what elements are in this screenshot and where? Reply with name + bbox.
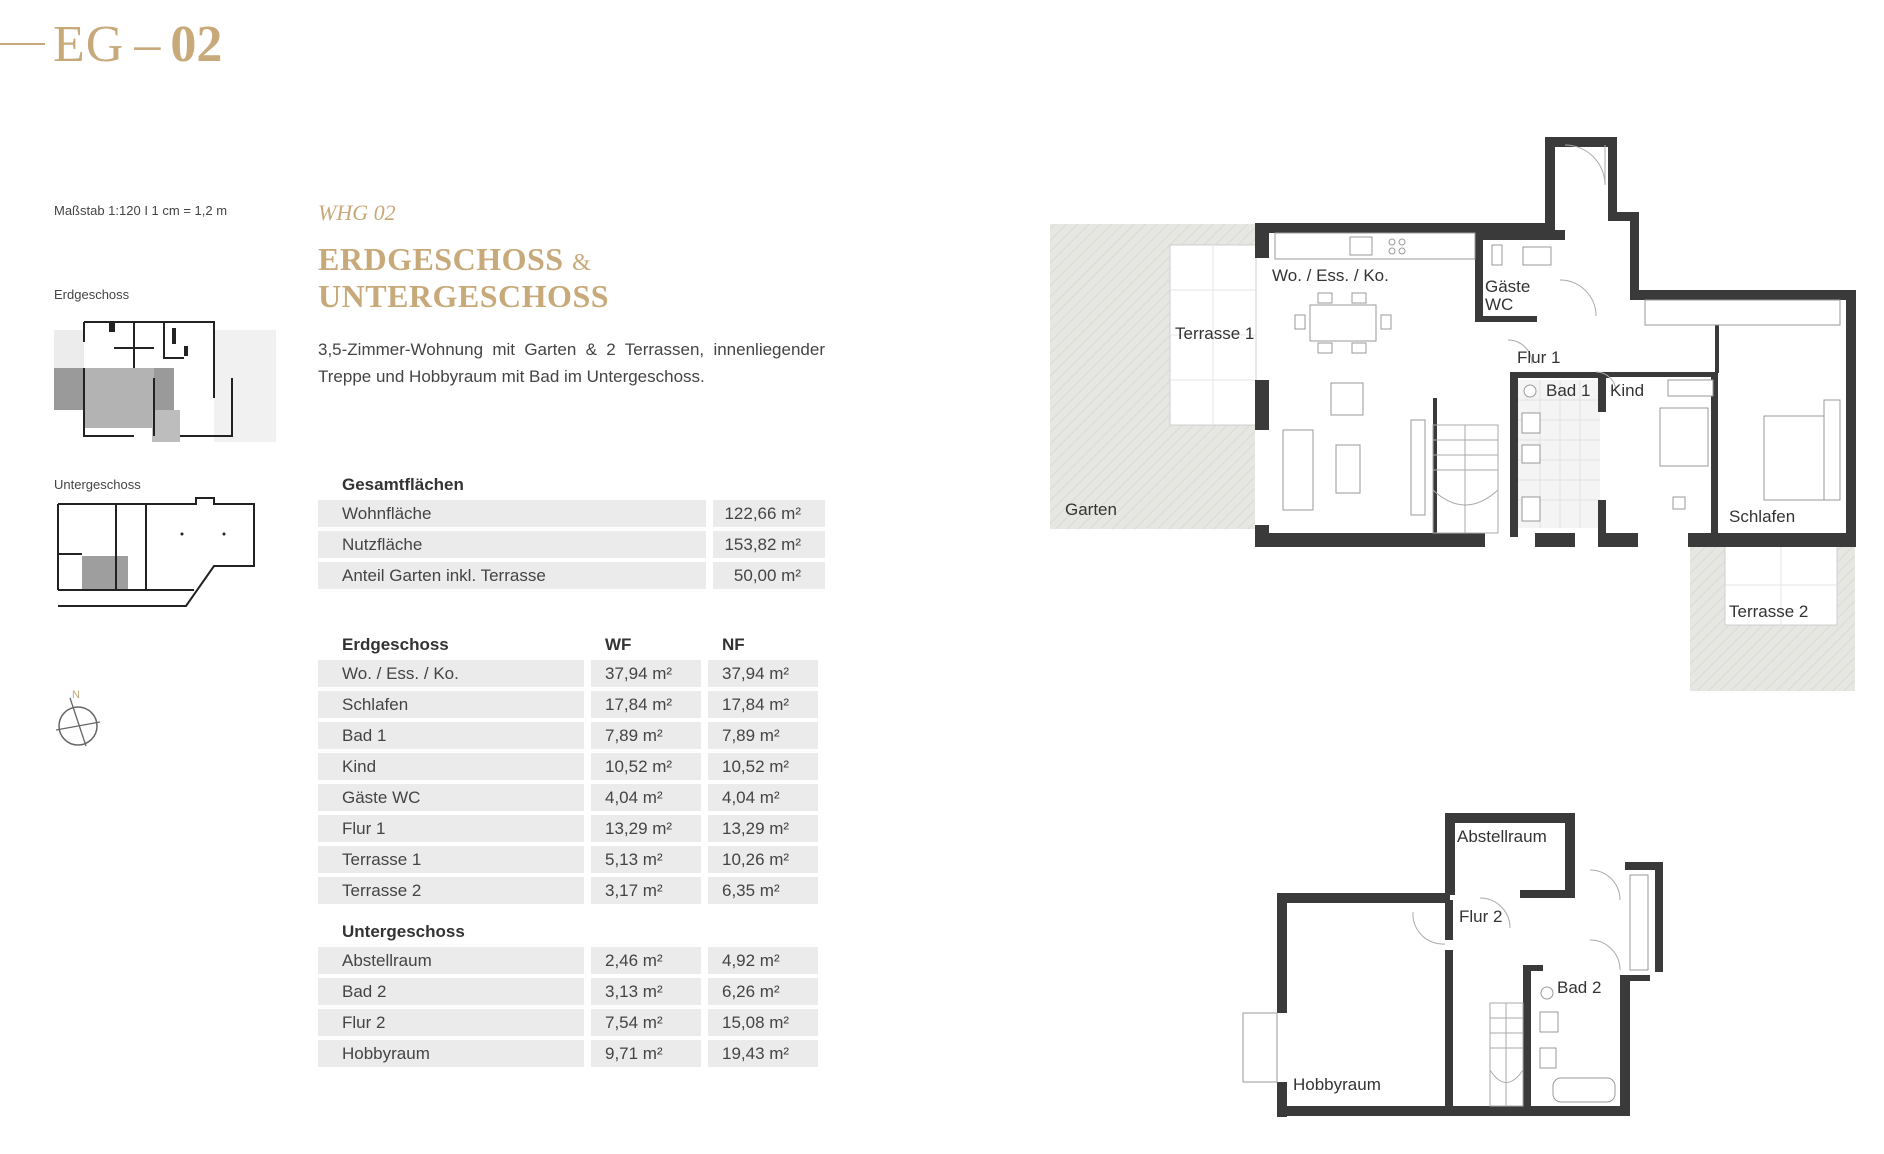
room-nf: 15,08 m² — [708, 1009, 818, 1036]
heading-ampersand: & — [572, 250, 592, 276]
room-wf: 3,13 m² — [591, 978, 701, 1005]
room-wf: 7,54 m² — [591, 1009, 701, 1036]
col-wf: WF — [605, 635, 632, 654]
area-name: Nutzfläche — [318, 531, 706, 558]
area-name: Wohnfläche — [318, 500, 706, 527]
area-name: Anteil Garten inkl. Terrasse — [318, 562, 706, 589]
apartment-code: WHG 02 — [318, 200, 396, 225]
heading-line1: ERDGESCHOSS — [318, 241, 564, 277]
room-nf: 6,35 m² — [708, 877, 818, 904]
room-wf: 3,17 m² — [591, 877, 701, 904]
room-nf: 4,04 m² — [708, 784, 818, 811]
title-number: 02 — [170, 15, 223, 73]
col-nf: NF — [722, 635, 745, 654]
title-separator: – — [134, 15, 161, 73]
area-value: 153,82 m² — [713, 531, 825, 558]
untergeschoss-heading: Untergeschoss — [342, 922, 465, 941]
room-nf: 6,26 m² — [708, 978, 818, 1005]
plan-label-living: Wo. / Ess. / Ko. — [1272, 266, 1389, 285]
room-nf: 17,84 m² — [708, 691, 818, 718]
room-nf: 37,94 m² — [708, 660, 818, 687]
room-wf: 2,46 m² — [591, 947, 701, 974]
room-wf: 5,13 m² — [591, 846, 701, 873]
plan-label-hobbyraum: Hobbyraum — [1293, 1075, 1381, 1094]
plan-label-flur1: Flur 1 — [1517, 348, 1561, 367]
plan-label-schlafen: Schlafen — [1729, 507, 1796, 526]
room-wf: 7,89 m² — [591, 722, 701, 749]
room-nf: 10,26 m² — [708, 846, 818, 873]
room-wf: 10,52 m² — [591, 753, 701, 780]
room-name: Hobbyraum — [318, 1040, 584, 1067]
room-name: Flur 2 — [318, 1009, 584, 1036]
plan-label-terrace2: Terrasse 2 — [1729, 602, 1809, 621]
room-name: Terrasse 2 — [318, 877, 584, 904]
area-value: 122,66 m² — [713, 500, 825, 527]
plan-label-terrace1: Terrasse 1 — [1175, 324, 1255, 343]
plan-label-guest-wc-2: WC — [1485, 295, 1514, 314]
room-name: Bad 2 — [318, 978, 584, 1005]
plan-label-bad1: Bad 1 — [1546, 381, 1591, 400]
area-value: 50,00 m² — [713, 562, 825, 589]
room-name: Bad 1 — [318, 722, 584, 749]
apartment-description: 3,5-Zimmer-Wohnung mit Garten & 2 Terrassen, innenliegender Treppe und Hobbyraum mit Bad im Untergeschoss. — [318, 340, 825, 386]
room-wf: 37,94 m² — [591, 660, 701, 687]
compass-label: N — [72, 689, 80, 701]
room-name: Abstellraum — [318, 947, 584, 974]
plan-label-abstellraum: Abstellraum — [1457, 827, 1547, 846]
room-name: Kind — [318, 753, 584, 780]
plan-label-garten: Garten — [1065, 500, 1117, 519]
totals-heading-text: Gesamtflächen — [342, 475, 464, 494]
room-wf: 17,84 m² — [591, 691, 701, 718]
heading-line2: UNTERGESCHOSS — [318, 278, 610, 314]
room-wf: 9,71 m² — [591, 1040, 701, 1067]
plan-label-kind: Kind — [1610, 381, 1645, 400]
room-name: Terrasse 1 — [318, 846, 584, 873]
scale-note: Maßstab 1:120 I 1 cm = 1,2 m — [54, 203, 228, 218]
room-nf: 10,52 m² — [708, 753, 818, 780]
floor-plan-erdgeschoss — [1050, 137, 1856, 691]
erdgeschoss-heading: Erdgeschoss — [342, 635, 449, 654]
room-nf: 7,89 m² — [708, 722, 818, 749]
room-name: Schlafen — [318, 691, 584, 718]
room-nf: 4,92 m² — [708, 947, 818, 974]
plan-label-bad2: Bad 2 — [1557, 978, 1602, 997]
room-wf: 4,04 m² — [591, 784, 701, 811]
plan-label-guest-wc-1: Gäste — [1485, 277, 1531, 296]
room-nf: 19,43 m² — [708, 1040, 818, 1067]
floor-plan-untergeschoss — [1243, 813, 1663, 1117]
mini-plan-upper-label: Erdgeschoss — [54, 287, 130, 302]
room-wf: 13,29 m² — [591, 815, 701, 842]
title-prefix: EG — [53, 15, 125, 73]
room-name: Gäste WC — [318, 784, 584, 811]
plan-label-flur2: Flur 2 — [1459, 907, 1503, 926]
room-nf: 13,29 m² — [708, 815, 818, 842]
room-name: Flur 1 — [318, 815, 584, 842]
room-name: Wo. / Ess. / Ko. — [318, 660, 584, 687]
mini-plan-lower-label: Untergeschoss — [54, 477, 141, 492]
